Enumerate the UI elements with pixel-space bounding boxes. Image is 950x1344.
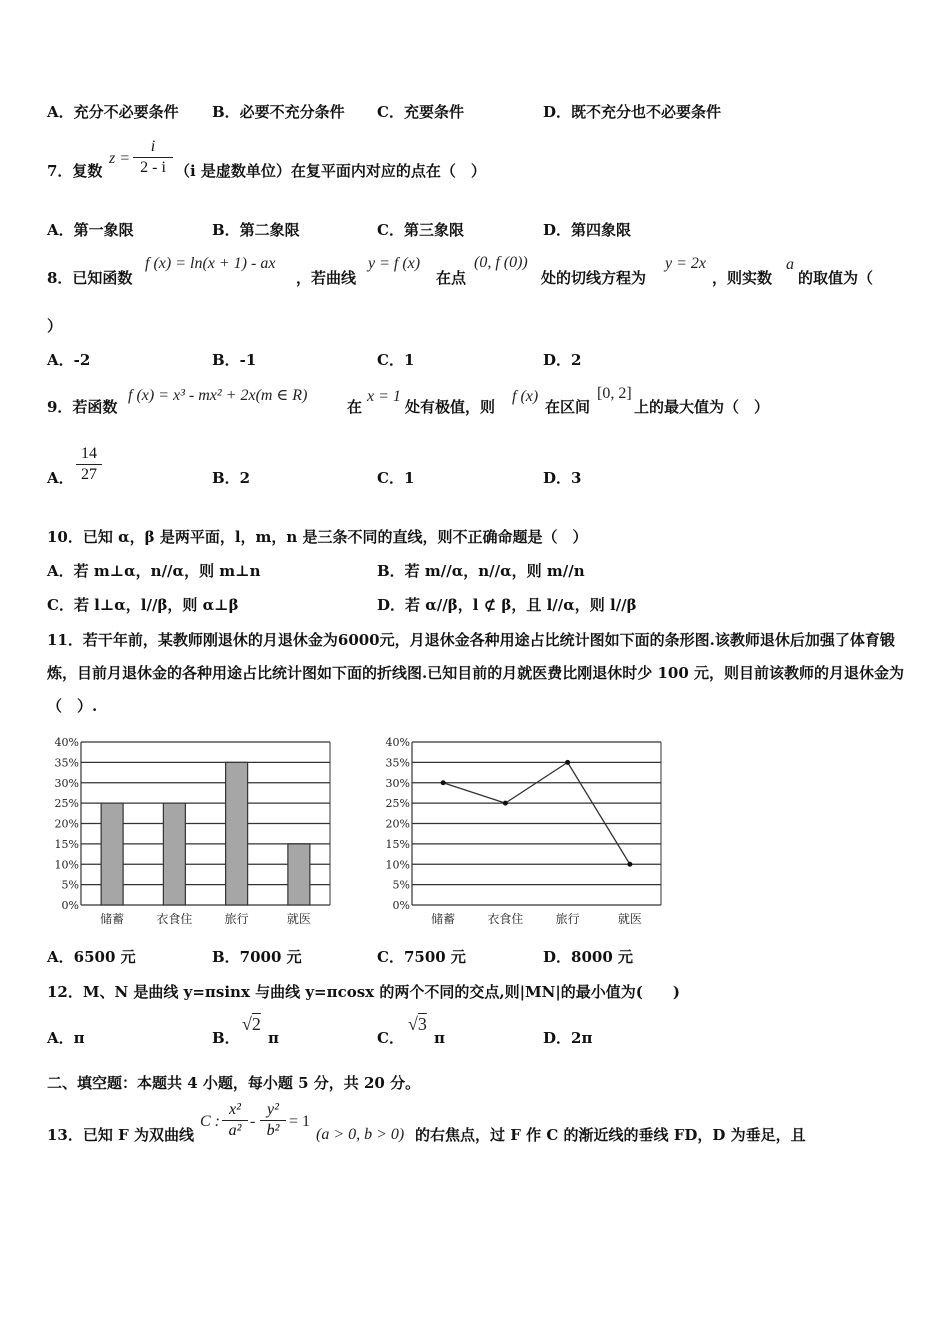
q10-option-c: C．若 l⊥α，l//β，则 α⊥β: [47, 596, 239, 614]
q8-function: f (x) = ln(x + 1) - ax: [145, 255, 276, 272]
q12-option-c-pi: π: [434, 1029, 445, 1047]
q12-option-a: A．π: [47, 1029, 85, 1047]
q8-var-a: a: [786, 256, 794, 273]
q8-number: 8．已知函数: [47, 269, 133, 287]
q11-stem: 11．若干年前，某教师刚退休的月退休金为6000元，月退休金各种用途占比统计图如下面的条形图.该教师退休后加强了体育锻炼，目前月退休金的各种用途占比统计图如下面的折线图.已知目前的月就医费比刚退休时少 100 元，则目前该教师的月退休金为（ ）.: [47, 631, 904, 715]
q7-stem: （i 是虚数单位）在复平面内对应的点在（ ）: [175, 162, 486, 180]
bar-chart-xtick-label: 储蓄: [100, 912, 125, 926]
q10-option-a: A．若 m⊥α，n//α，则 m⊥n: [47, 562, 261, 580]
q9-text-3: 在区间: [545, 398, 591, 416]
q7-frac-den: 2 - i: [140, 159, 166, 176]
q13-minus: -: [250, 1113, 256, 1130]
q13-n1: x²: [222, 1100, 248, 1121]
bar-chart-bar: [288, 844, 310, 905]
q13-text: 的右焦点，过 F 作 C 的渐近线的垂线 FD，D 为垂足，且: [415, 1126, 806, 1144]
q9-option-b: B．2: [212, 469, 251, 487]
q11-option-c: C．7500 元: [377, 948, 466, 966]
bar-chart-ytick-label: 20%: [54, 817, 79, 831]
q9-interval: [0, 2]: [597, 385, 632, 402]
line-chart-point: [627, 862, 632, 867]
q8-point: (0, f (0)): [474, 254, 528, 271]
q13-condition: (a > 0, b > 0): [316, 1126, 405, 1143]
bar-chart-ytick-label: 35%: [54, 756, 79, 770]
q12-stem: 12．M、N 是曲线 y=πsinx 与曲线 y=πcosx 的两个不同的交点,则|MN|的最小值为( ): [47, 983, 680, 1001]
q6-option-a: A．充分不必要条件: [47, 103, 179, 121]
bar-chart-ytick-label: 0%: [61, 899, 79, 912]
q6-option-c: C．充要条件: [377, 103, 464, 121]
q9-text-2: 处有极值，则: [405, 398, 496, 416]
q8-curve: y = f (x): [368, 255, 421, 272]
line-chart-point: [441, 780, 446, 785]
section-title: 二、填空题：本题共 4 小题，每小题 5 分，共 20 分。: [47, 1074, 421, 1092]
q13-d2: b²: [266, 1122, 280, 1139]
q9-option-a-fraction: [76, 444, 102, 485]
line-chart-ytick-label: 20%: [385, 817, 410, 831]
line-chart-point: [565, 760, 570, 765]
bar-chart-ytick-label: 30%: [54, 776, 79, 790]
bar-chart-ytick-label: 25%: [54, 797, 79, 811]
bar-chart-bar: [226, 762, 248, 905]
q9-text-4: 上的最大值为（ ）: [634, 398, 770, 416]
bar-chart-ytick-label: 5%: [61, 878, 79, 892]
line-chart-ytick-label: 15%: [385, 837, 410, 851]
q13-n2: y²: [260, 1100, 286, 1121]
q8-option-b: B．-1: [212, 351, 257, 369]
line-chart-ytick-label: 30%: [385, 776, 410, 790]
line-chart-point: [503, 801, 508, 806]
bar-chart-bar: [101, 803, 123, 905]
q8-text-4: ，则实数: [712, 269, 773, 287]
q8-close-paren: ）: [47, 317, 63, 335]
q9-option-a-label: A．: [47, 469, 74, 487]
q12-option-b-pi: π: [268, 1029, 279, 1047]
q13-eq: = 1: [289, 1113, 311, 1130]
q9-optA-num: 14: [76, 444, 102, 465]
line-chart-ytick-label: 40%: [385, 736, 410, 749]
q8-option-d: D．2: [543, 351, 582, 369]
bar-chart-xtick-label: 衣食住: [156, 912, 193, 926]
q12-option-c-label: C．: [377, 1029, 404, 1047]
q13-fraction-2: [260, 1100, 286, 1141]
q10-option-d: D．若 α//β，l ⊄ β，且 l//α，则 l//β: [377, 596, 637, 614]
q9-x-eq-1: x = 1: [367, 388, 401, 405]
q9-text-1: 在: [347, 398, 363, 416]
q7-option-d: D．第四象限: [543, 221, 632, 239]
q13-fraction-1: [222, 1100, 248, 1141]
q13-number: 13．已知 F 为双曲线: [47, 1126, 194, 1144]
q13-c: C :: [200, 1113, 220, 1130]
line-chart-ytick-label: 5%: [392, 878, 410, 892]
q7-option-b: B．第二象限: [212, 221, 300, 239]
line-chart-ytick-label: 10%: [385, 858, 410, 872]
q6-option-d: D．既不充分也不必要条件: [543, 103, 722, 121]
q8-option-c: C．1: [377, 351, 415, 369]
bar-chart-ytick-label: 10%: [54, 858, 79, 872]
q8-text-3: 处的切线方程为: [541, 269, 647, 287]
q12-option-b-label: B．: [212, 1029, 240, 1047]
bar-chart: [47, 732, 347, 932]
q7-z-eq: z =: [109, 150, 131, 167]
q7-option-a: A．第一象限: [47, 221, 134, 239]
line-chart-series-line: [443, 762, 630, 864]
q7-frac-num: i: [133, 137, 173, 158]
q8-text-5: 的取值为（: [798, 269, 874, 287]
line-chart-ytick-label: 0%: [392, 899, 410, 912]
line-chart-xtick-label: 储蓄: [431, 912, 456, 926]
line-chart-xtick-label: 就医: [617, 912, 642, 926]
q12-option-c-sqrt: √3: [408, 1014, 427, 1034]
q9-option-d: D．3: [543, 469, 582, 487]
q12-option-b-sqrt: √2: [242, 1014, 261, 1034]
q12-option-d: D．2π: [543, 1029, 593, 1047]
q8-option-a: A．-2: [47, 351, 91, 369]
q10-stem: 10．已知 α，β 是两平面，l，m，n 是三条不同的直线，则不正确命题是（ ）: [47, 528, 588, 546]
line-chart-ytick-label: 35%: [385, 756, 410, 770]
q12-c-radicand: 3: [417, 1014, 427, 1034]
q11-option-d: D．8000 元: [543, 948, 633, 966]
q12-b-radicand: 2: [251, 1014, 261, 1034]
q9-fx: f (x): [512, 388, 539, 405]
q13-d1: a²: [228, 1122, 242, 1139]
q7-fraction: [133, 137, 173, 178]
q8-tangent: y = 2x: [665, 255, 706, 272]
bar-chart-ytick-label: 15%: [54, 837, 79, 851]
bar-chart-ytick-label: 40%: [54, 736, 79, 749]
q10-option-b: B．若 m//α，n//α，则 m//n: [377, 562, 585, 580]
bar-chart-xtick-label: 旅行: [224, 912, 249, 926]
line-chart-xtick-label: 旅行: [555, 912, 580, 926]
line-chart-xtick-label: 衣食住: [487, 912, 524, 926]
q9-function: f (x) = x³ - mx² + 2x(m ∈ R): [128, 387, 308, 404]
q7-option-c: C．第三象限: [377, 221, 464, 239]
bar-chart-bar: [163, 803, 185, 905]
q9-option-c: C．1: [377, 469, 415, 487]
q11-option-a: A．6500 元: [47, 948, 136, 966]
q8-text-2: 在点: [436, 269, 467, 287]
bar-chart-xtick-label: 就医: [286, 912, 311, 926]
q7-number: 7．复数: [47, 162, 103, 180]
line-chart-ytick-label: 25%: [385, 797, 410, 811]
q9-number: 9．若函数: [47, 398, 118, 416]
q6-option-b: B．必要不充分条件: [212, 103, 345, 121]
q9-optA-den: 27: [81, 466, 97, 483]
line-chart: [378, 732, 678, 932]
q11-option-b: B．7000 元: [212, 948, 302, 966]
q8-text-1: ，若曲线: [296, 269, 357, 287]
